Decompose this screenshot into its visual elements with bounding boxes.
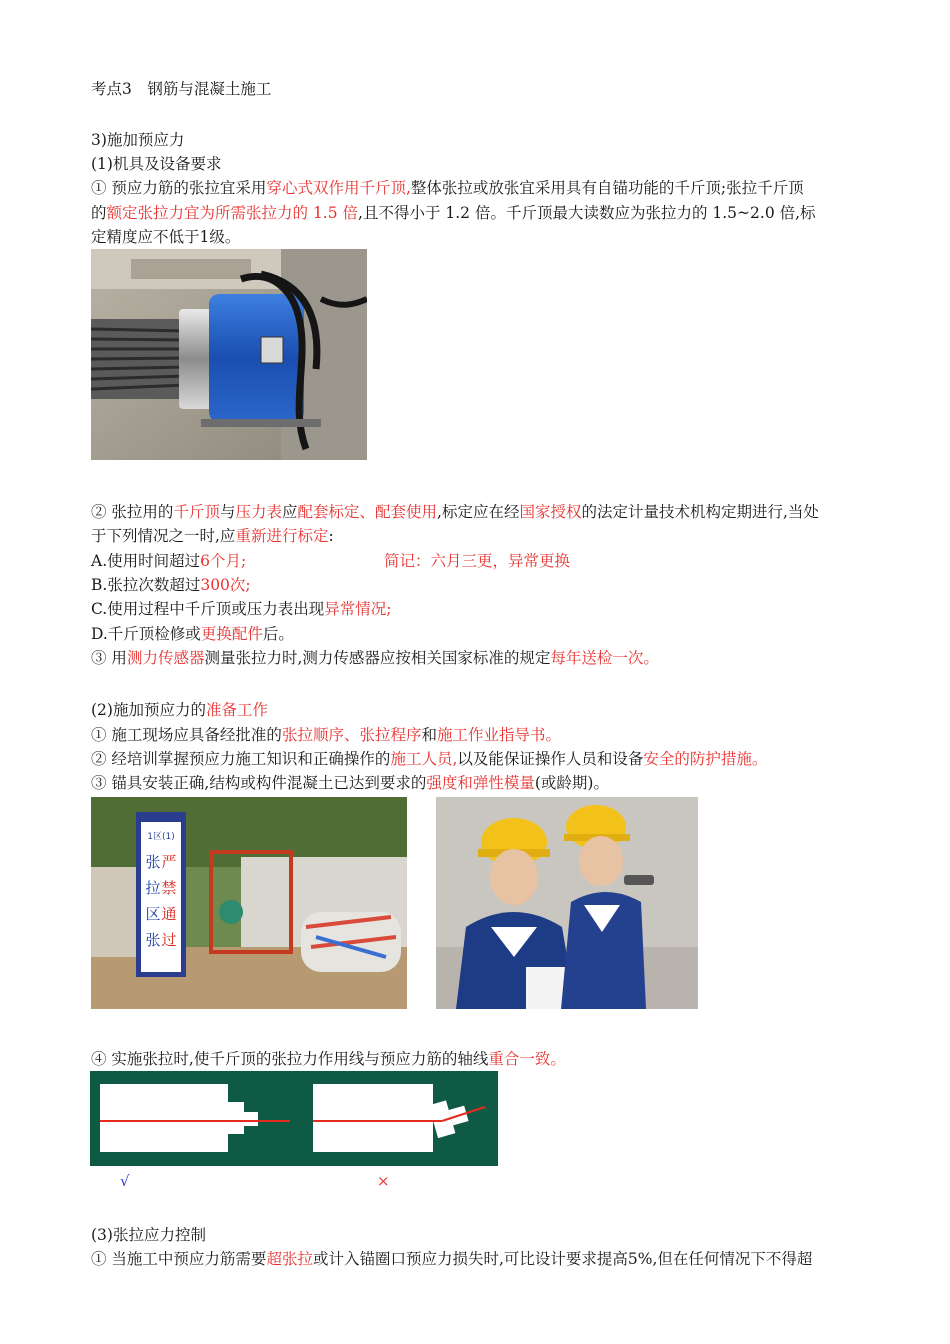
sign-top-text: 1区(1) bbox=[147, 832, 175, 842]
text-run: ① 当施工中预应力筋需要 bbox=[91, 1250, 267, 1268]
text-run: 测量张拉力时,测力传感器应按相关国家标准的规定 bbox=[204, 649, 551, 667]
workers-inspection-photo bbox=[436, 797, 698, 1009]
jack-body-wrong bbox=[313, 1084, 433, 1152]
highlight-text: 国家授权 bbox=[519, 503, 582, 521]
highlight-text: 强度和弹性模量 bbox=[426, 774, 535, 792]
highlight-text: 张拉顺序、张拉程序 bbox=[281, 726, 422, 744]
text-run: ② 张拉用的 bbox=[91, 503, 174, 521]
sign-char: 张 bbox=[145, 931, 161, 949]
alignment-diagram-svg bbox=[90, 1071, 498, 1166]
correct-mark: √ bbox=[120, 1172, 130, 1190]
sign-char: 通 bbox=[161, 905, 177, 923]
highlight-text: 压力表 bbox=[235, 503, 282, 521]
jack-illustration bbox=[91, 249, 367, 460]
subsection-stress-control: (3)张拉应力控制 bbox=[91, 1226, 206, 1244]
list-item-a bbox=[91, 549, 361, 573]
highlight-text: 千斤顶 bbox=[173, 503, 220, 521]
highlight-text: 6个月; bbox=[200, 552, 247, 570]
text-run: 与 bbox=[219, 503, 236, 521]
paragraph-line bbox=[91, 500, 891, 524]
text-run: ② 经培训掌握预应力施工知识和正确操作的 bbox=[91, 750, 391, 768]
paragraph-line bbox=[91, 1247, 891, 1271]
site-illustration bbox=[91, 797, 407, 1009]
text-run: B.张拉次数超过 bbox=[91, 576, 201, 594]
text-run: : bbox=[328, 527, 334, 545]
text-run: 应 bbox=[281, 503, 298, 521]
highlight-text: 穿心式双作用千斤顶, bbox=[266, 179, 411, 197]
sign-char: 禁 bbox=[161, 879, 177, 897]
paragraph-line bbox=[91, 225, 891, 249]
highlight-text: 重合一致。 bbox=[488, 1050, 566, 1068]
paragraph-line bbox=[91, 201, 891, 225]
site-tensioning-photo bbox=[91, 797, 407, 1009]
text-run: ③ 锚具安装正确,结构或构件混凝土已达到要求的 bbox=[91, 774, 427, 792]
highlight-text: 配套标定、配套使用 bbox=[297, 503, 438, 521]
text-run: 定精度应不低于1级。 bbox=[91, 228, 241, 246]
memo-note: 简记：六月三更，异常更换 bbox=[384, 552, 571, 570]
paragraph-line bbox=[91, 747, 891, 771]
highlight-text: 重新进行标定 bbox=[235, 527, 329, 545]
highlight-text: 准备工作 bbox=[205, 701, 268, 719]
text-run: A.使用时间超过 bbox=[91, 552, 201, 570]
text-run: 的 bbox=[91, 204, 107, 222]
section-heading: 3)施加预应力 bbox=[91, 131, 185, 149]
paragraph-line bbox=[91, 771, 891, 795]
text-run: ① 预应力筋的张拉宜采用 bbox=[91, 179, 267, 197]
list-item-d bbox=[91, 622, 891, 646]
text-run: ,且不得小于 1.2 倍。千斤顶最大读数应为张拉力的 1.5~2.0 倍,标 bbox=[358, 204, 816, 222]
paragraph-line bbox=[91, 524, 891, 548]
jack-photo bbox=[91, 249, 367, 460]
sign-char: 张 bbox=[145, 853, 161, 871]
jack-body-correct bbox=[100, 1084, 228, 1152]
highlight-text: 每年送检一次。 bbox=[550, 649, 659, 667]
highlight-text: 更换配件 bbox=[200, 625, 263, 643]
alignment-diagram bbox=[90, 1071, 498, 1166]
text-run: 整体张拉或放张宜采用具有自锚功能的千斤顶;张拉千斤顶 bbox=[410, 179, 804, 197]
text-run: (或龄期)。 bbox=[534, 774, 609, 792]
text-run: 的法定计量技术机构定期进行,当处 bbox=[581, 503, 819, 521]
text-run: ③ 用 bbox=[91, 649, 127, 667]
workers-illustration bbox=[436, 797, 698, 1009]
paragraph-line bbox=[91, 723, 891, 747]
text-run: ④ 实施张拉时,使千斤顶的张拉力作用线与预应力筋的轴线 bbox=[91, 1050, 489, 1068]
text-run: ,标定应在经 bbox=[437, 503, 520, 521]
text-run: ① 施工现场应具备经批准的 bbox=[91, 726, 282, 744]
highlight-text: 超张拉 bbox=[266, 1250, 313, 1268]
sign-char: 过 bbox=[161, 931, 177, 949]
highlight-text: 施工作业指导书。 bbox=[436, 726, 561, 744]
highlight-text: 测力传感器 bbox=[126, 649, 205, 667]
topic-title: 考点3 钢筋与混凝土施工 bbox=[91, 80, 272, 98]
sign-char: 拉 bbox=[145, 879, 161, 897]
paragraph-line bbox=[91, 646, 891, 670]
text-run: D.千斤顶检修或 bbox=[91, 625, 201, 643]
list-item-c bbox=[91, 597, 891, 621]
highlight-text: 额定张拉力宜为所需张拉力的 1.5 倍 bbox=[106, 204, 359, 222]
highlight-text: 施工人员, bbox=[390, 750, 458, 768]
text-run: 于下列情况之一时,应 bbox=[91, 527, 236, 545]
text-run: C.使用过程中千斤顶或压力表出现 bbox=[91, 600, 325, 618]
text-run: 以及能保证操作人员和设备 bbox=[457, 750, 644, 768]
highlight-text: 300次; bbox=[200, 576, 251, 594]
text-run: 后。 bbox=[262, 625, 294, 643]
paragraph-line bbox=[91, 1047, 891, 1071]
wrong-mark: × bbox=[377, 1172, 390, 1190]
sign-char: 严 bbox=[161, 853, 177, 871]
text-run: 或计入锚圈口预应力损失时,可比设计要求提高5%,但在任何情况下不得超 bbox=[312, 1250, 813, 1268]
subsection-preparation bbox=[91, 698, 891, 722]
list-item-b bbox=[91, 573, 891, 597]
highlight-text: 异常情况; bbox=[324, 600, 392, 618]
text-run: 和 bbox=[421, 726, 437, 744]
sign-char: 区 bbox=[145, 905, 161, 923]
highlight-text: 安全的防护措施。 bbox=[643, 750, 768, 768]
text-run: (2)施加预应力的 bbox=[91, 701, 206, 719]
paragraph-line bbox=[91, 176, 891, 200]
subsection-equipment: (1)机具及设备要求 bbox=[91, 155, 222, 173]
